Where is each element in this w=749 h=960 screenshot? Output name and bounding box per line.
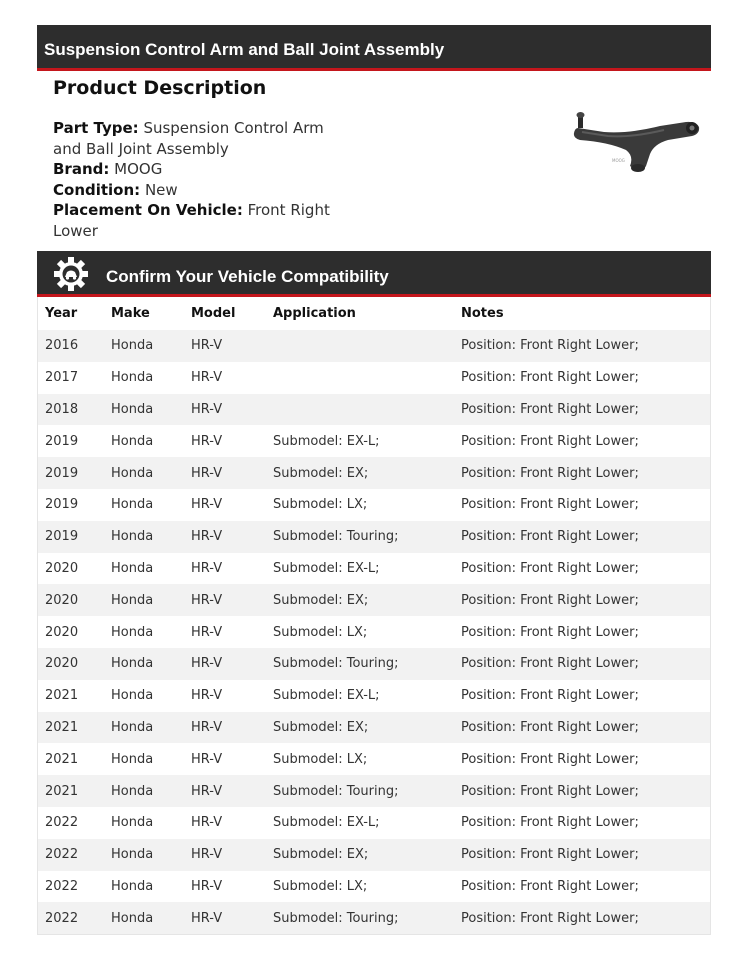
spec-label: Placement On Vehicle: [53,201,243,219]
cell-model: HR-V [191,751,223,767]
cell-application [266,394,454,426]
cell-make: Honda [104,648,184,680]
spec-value: New [144,180,178,199]
cell-year: 2018 [38,394,104,426]
table-row [38,362,710,394]
cell-make: Honda [111,624,154,640]
table-row [38,712,710,744]
cell-make: Honda [111,688,154,704]
table-row [38,648,710,680]
cell-application: Submodel: LX; [273,751,368,767]
cell-model: HR-V [191,815,223,831]
cell-year: 2021 [38,712,104,744]
cell-year: 2022 [45,815,79,831]
cell-notes: Position: Front Right Lower; [461,560,639,576]
cell-make: Honda [104,394,184,426]
cell-make: Honda [111,878,154,894]
spec-placement [53,200,353,241]
cell-make: Honda [111,751,154,767]
cell-year: 2021 [45,751,79,767]
description-heading: Product Description [53,77,267,99]
cell-year: 2016 [38,330,104,362]
cell-application: Submodel: LX; [273,878,368,894]
cell-year: 2019 [38,457,104,489]
cell-model: HR-V [184,712,266,744]
compatibility-bar [37,251,711,297]
column-header-year: Year [45,306,78,321]
cell-model: HR-V [184,330,266,362]
cell-year: 2021 [38,775,104,807]
product-title: Suspension Control Arm and Ball Joint Assembly [44,40,445,59]
cell-model: HR-V [184,648,266,680]
cell-make: Honda [104,584,184,616]
cell-make: Honda [104,457,184,489]
cell-model: HR-V [191,624,223,640]
cell-make: Honda [111,433,154,449]
svg-text:MOOG: MOOG [612,158,625,163]
cell-notes: Position: Front Right Lower; [454,584,710,616]
cell-model: HR-V [184,521,266,553]
cell-application: Submodel: EX; [266,457,454,489]
cell-year: 2020 [45,624,79,640]
cell-make: Honda [111,560,154,576]
table-row [38,743,710,775]
cell-notes: Position: Front Right Lower; [461,370,639,386]
cell-year: 2019 [45,497,79,513]
spec-label: Brand: [53,160,110,178]
cell-year: 2017 [45,370,79,386]
compatibility-title: Confirm Your Vehicle Compatibility [106,267,389,286]
column-header-notes: Notes [461,306,504,321]
product-description [53,74,353,241]
spec-label: Part Type: [53,119,139,137]
cell-notes: Position: Front Right Lower; [454,648,710,680]
column-header-application: Application [273,306,356,321]
table-row [38,871,710,903]
cell-application: Submodel: Touring; [266,521,454,553]
cell-application: Submodel: Touring; [266,775,454,807]
table-row [38,902,710,934]
table-row [38,521,710,553]
cell-notes: Position: Front Right Lower; [454,775,710,807]
cell-make: Honda [104,712,184,744]
cell-year: 2022 [38,839,104,871]
table-row [38,584,710,616]
cell-application: Submodel: EX-L; [273,433,380,449]
product-title-bar [37,25,711,71]
cell-model: HR-V [191,688,223,704]
cell-model: HR-V [191,560,223,576]
table-row [38,489,710,521]
column-header-model: Model [191,306,236,321]
cell-year: 2020 [45,560,79,576]
cell-notes: Position: Front Right Lower; [454,521,710,553]
table-row [38,775,710,807]
cell-application: Submodel: EX-L; [273,815,380,831]
cell-year: 2019 [38,521,104,553]
compatibility-table [37,297,711,935]
table-row [38,425,710,457]
cell-make: Honda [104,330,184,362]
cell-application: Submodel: EX; [266,712,454,744]
cell-year: 2019 [45,433,79,449]
spec-list [53,118,353,241]
cell-notes: Position: Front Right Lower; [454,712,710,744]
table-row [38,457,710,489]
table-header-row [38,297,710,330]
cell-notes: Position: Front Right Lower; [461,815,639,831]
cell-make: Honda [104,902,184,934]
spec-brand [53,159,353,180]
cell-notes: Position: Front Right Lower; [454,330,710,362]
cell-make: Honda [111,497,154,513]
cell-application: Submodel: Touring; [266,648,454,680]
cell-application: Submodel: EX-L; [273,688,380,704]
cell-year: 2020 [38,584,104,616]
spec-label: Condition: [53,180,141,199]
cell-application: Submodel: EX; [266,584,454,616]
cell-notes: Position: Front Right Lower; [454,394,710,426]
table-row [38,807,710,839]
cell-make: Honda [104,521,184,553]
cell-year: 2022 [38,902,104,934]
cell-year: 2021 [45,688,79,704]
cell-notes: Position: Front Right Lower; [454,839,710,871]
cell-model: HR-V [184,584,266,616]
cell-application: Submodel: LX; [273,497,368,513]
column-header-make: Make [111,306,150,321]
spec-condition [53,180,353,201]
cell-make: Honda [104,775,184,807]
table-row [38,839,710,871]
cell-make: Honda [111,815,154,831]
cell-model: HR-V [191,497,223,513]
cell-notes: Position: Front Right Lower; [454,457,710,489]
cell-application [266,330,454,362]
spec-value: MOOG [114,160,163,178]
cell-notes: Position: Front Right Lower; [461,751,639,767]
cell-make: Honda [104,839,184,871]
cell-notes: Position: Front Right Lower; [461,497,639,513]
cell-application: Submodel: EX-L; [273,560,380,576]
spec-value: Front Right Lower [53,201,330,240]
cell-model: HR-V [184,457,266,489]
cell-application: Submodel: LX; [273,624,368,640]
cell-model: HR-V [184,775,266,807]
gear-icon [53,256,89,292]
cell-notes: Position: Front Right Lower; [461,688,639,704]
cell-application: Submodel: Touring; [266,902,454,934]
cell-notes: Position: Front Right Lower; [461,433,639,449]
cell-make: Honda [111,370,154,386]
table-row [38,680,710,712]
cell-notes: Position: Front Right Lower; [461,878,639,894]
cell-model: HR-V [184,902,266,934]
cell-application [266,362,454,394]
cell-notes: Position: Front Right Lower; [461,624,639,640]
table-row [38,330,710,362]
cell-model: HR-V [191,370,223,386]
cell-year: 2022 [45,878,79,894]
cell-model: HR-V [191,433,223,449]
cell-year: 2020 [38,648,104,680]
cell-application: Submodel: EX; [266,839,454,871]
control-arm-image [568,108,708,174]
cell-model: HR-V [191,878,223,894]
cell-notes: Position: Front Right Lower; [454,902,710,934]
cell-model: HR-V [184,839,266,871]
spec-part-type [53,118,353,159]
cell-model: HR-V [184,394,266,426]
table-row [38,553,710,585]
spec-value: Suspension Control Arm and Ball Joint Assembly [53,119,324,158]
table-row [38,394,710,426]
table-row [38,616,710,648]
